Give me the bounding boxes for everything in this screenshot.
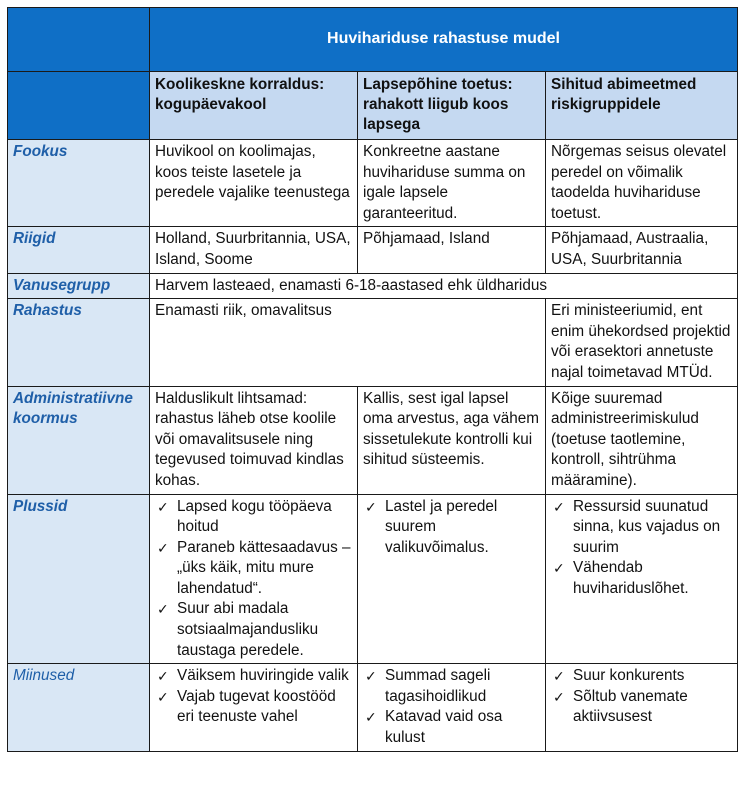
row-plussid <box>8 494 738 664</box>
check-item <box>155 538 352 600</box>
row-label-plussid: Plussid <box>8 494 150 664</box>
cell-plussid-child <box>358 494 546 664</box>
check-item-text: Paraneb kättesaadavus – „üks käik, mitu mure lahendatud“. <box>177 538 351 597</box>
check-item <box>363 497 540 559</box>
header-corner-cell <box>8 72 150 140</box>
cell-rahastus-school-child: Enamasti riik, omavalitsus <box>150 299 546 386</box>
row-miinused <box>8 664 738 751</box>
check-item-text: Lapsed kogu tööpäeva hoitud <box>177 497 332 536</box>
check-icon: ✓ <box>157 601 169 618</box>
check-list <box>551 666 732 728</box>
check-item-text: Lastel ja peredel suurem valikuvõimalus. <box>385 497 498 556</box>
check-item <box>155 497 352 538</box>
cell-miinused-school <box>150 664 358 751</box>
check-item <box>551 687 732 728</box>
column-header-school: Koolikeskne korraldus: kogupäevakool <box>150 72 358 140</box>
check-list <box>551 497 732 600</box>
check-icon: ✓ <box>553 688 565 705</box>
check-item <box>155 599 352 661</box>
title-row <box>8 8 738 72</box>
cell-admin-targeted: Kõige suuremad administreerimiskulud (toetuse taotlemine, kontroll, sihtrühma määramine). <box>546 386 738 494</box>
row-label-miinused: Miinused <box>8 664 150 751</box>
row-label-vanusegrupp: Vanusegrupp <box>8 273 150 299</box>
check-item-text: Suur konkurents <box>573 667 685 685</box>
cell-riigid-school: Holland, Suurbritannia, USA, Island, Soome <box>150 227 358 273</box>
cell-riigid-child: Põhjamaad, Island <box>358 227 546 273</box>
cell-vanusegrupp-all: Harvem lasteaed, enamasti 6-18-aastased ehk üldharidus <box>150 273 738 299</box>
check-item-text: Summad sageli tagasihoidlikud <box>385 667 491 705</box>
funding-model-table <box>7 7 738 752</box>
check-icon: ✓ <box>157 688 169 705</box>
check-item-text: Vajab tugevat koostööd eri teenuste vahel <box>177 687 336 726</box>
check-item-text: Katavad vaid osa kulust <box>385 708 503 747</box>
cell-fookus-child: Konkreetne aastane huvihariduse summa on igale lapsele garanteeritud. <box>358 140 546 227</box>
row-fookus <box>8 140 738 227</box>
cell-miinused-child <box>358 664 546 751</box>
check-item <box>363 666 540 707</box>
check-icon: ✓ <box>553 668 565 685</box>
row-label-admin: Administratiivne koormus <box>8 386 150 494</box>
column-header-targeted: Sihitud abimeetmed riskigruppidele <box>546 72 738 140</box>
check-item <box>363 707 540 748</box>
check-item-text: Sõltub vanemate aktiivsusest <box>573 687 688 726</box>
row-riigid <box>8 227 738 273</box>
title-corner-cell <box>8 8 150 72</box>
check-icon: ✓ <box>157 668 169 685</box>
check-list <box>155 666 352 728</box>
check-icon: ✓ <box>365 709 377 726</box>
check-list <box>155 497 352 662</box>
check-list <box>363 497 540 559</box>
cell-fookus-targeted: Nõrgemas seisus olevatel peredel on võimalik taodelda huvihariduse toetust. <box>546 140 738 227</box>
row-label-fookus: Fookus <box>8 140 150 227</box>
row-admin <box>8 386 738 494</box>
column-header-child: Lapsepõhine toetus: rahakott liigub koos lapsega <box>358 72 546 140</box>
check-item <box>551 666 732 687</box>
check-item <box>155 687 352 728</box>
row-label-rahastus: Rahastus <box>8 299 150 386</box>
check-icon: ✓ <box>553 560 565 577</box>
check-icon: ✓ <box>365 498 377 515</box>
check-icon: ✓ <box>553 498 565 515</box>
cell-fookus-school: Huvikool on koolimajas, koos teiste lasetele ja peredele vajalike teenustega <box>150 140 358 227</box>
row-label-riigid: Riigid <box>8 227 150 273</box>
check-icon: ✓ <box>157 539 169 556</box>
check-item <box>155 666 352 687</box>
check-item <box>551 558 732 599</box>
check-icon: ✓ <box>157 498 169 515</box>
check-item-text: Suur abi madala sotsiaalmajandusliku taustaga peredele. <box>177 600 319 659</box>
cell-plussid-school <box>150 494 358 664</box>
cell-miinused-targeted <box>546 664 738 751</box>
cell-admin-child: Kallis, sest igal lapsel oma arvestus, aga vähem sissetulekute kontrolli kui sihitud süsteemis. <box>358 386 546 494</box>
table-title: Huvihariduse rahastuse mudel <box>150 8 738 72</box>
check-item-text: Väiksem huviringide valik <box>177 667 349 685</box>
check-item <box>551 497 732 559</box>
cell-rahastus-targeted: Eri ministeeriumid, ent enim ühekordsed projektid või erasektori annetuste najal toimetavad MTÜd. <box>546 299 738 386</box>
row-rahastus <box>8 299 738 386</box>
check-item-text: Vähendab huvihariduslõhet. <box>573 559 689 597</box>
cell-riigid-targeted: Põhjamaad, Austraalia, USA, Suurbritannia <box>546 227 738 273</box>
cell-admin-school: Halduslikult lihtsamad: rahastus läheb otse koolile või omavalitsusele ning tegevused toimuvad kindlas kohas. <box>150 386 358 494</box>
check-list <box>363 666 540 748</box>
check-item-text: Ressursid suunatud sinna, kus vajadus on suurim <box>573 497 721 556</box>
column-header-row <box>8 72 738 140</box>
cell-plussid-targeted <box>546 494 738 664</box>
row-vanusegrupp <box>8 273 738 299</box>
check-icon: ✓ <box>365 668 377 685</box>
